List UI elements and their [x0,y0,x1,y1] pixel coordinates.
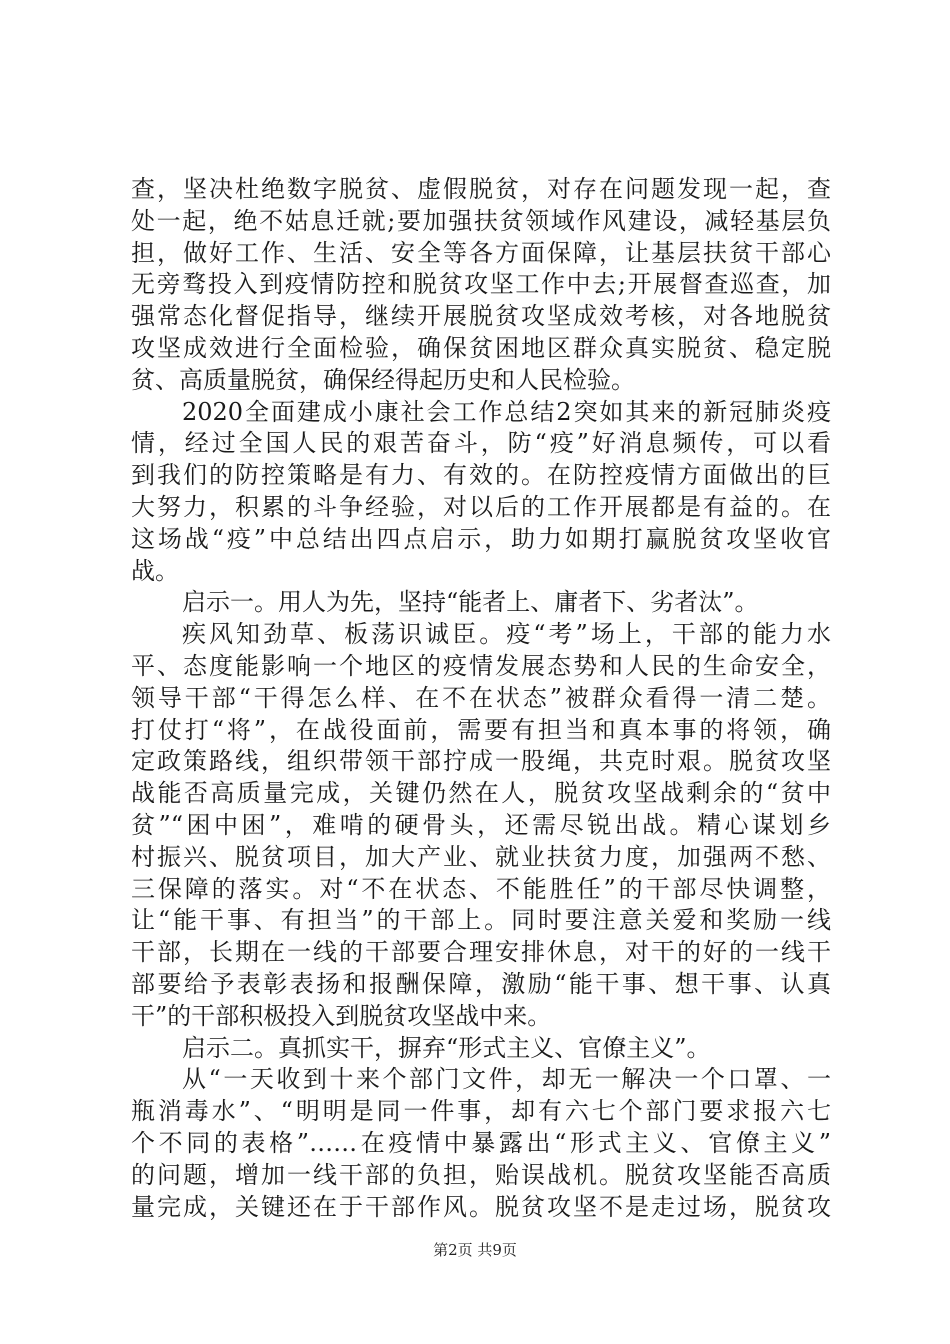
text-line: 战。 [131,556,179,585]
text-line: 大努力，积累的斗争经验，对以后的工作开展都是有益的。在 [131,492,831,521]
text-line: 贫”“困中困”，难啃的硬骨头，还需尽锐出战。精心谋划乡 [131,810,831,839]
text-line: 个不同的表格”……在疫情中暴露出“形式主义、官僚主义” [131,1128,831,1157]
text-line: 战能否高质量完成，关键仍然在人，脱贫攻坚战剩余的“贫中 [131,779,831,808]
text-line: 启示二。真抓实干，摒弃“形式主义、官僚主义”。 [182,1033,711,1062]
text-line: 三保障的落实。对“不在状态、不能胜任”的干部尽快调整， [131,874,831,903]
body-text [131,174,831,1223]
text-line: 强常态化督促指导，继续开展脱贫攻坚成效考核，对各地脱贫 [131,302,831,331]
text-line: 贫、高质量脱贫，确保经得起历史和人民检验。 [131,365,635,394]
text-line: 担，做好工作、生活、安全等各方面保障，让基层扶贫干部心 [131,238,831,267]
text-line: 从“一天收到十来个部门文件，却无一解决一个口罩、一 [182,1065,831,1094]
text-line: 疾风知劲草、板荡识诚臣。疫“考”场上，干部的能力水 [182,620,831,649]
text-line: 村振兴、脱贫项目，加大产业、就业扶贫力度，加强两不愁、 [131,842,831,871]
text-line: 领导干部“干得怎么样、在不在状态”被群众看得一清二楚。 [131,683,831,712]
text-line: 部要给予表彰表扬和报酬保障，激励“能干事、想干事、认真 [131,969,831,998]
text-line: 攻坚成效进行全面检验，确保贫困地区群众真实脱贫、稳定脱 [131,333,831,362]
text-line: 处一起，绝不姑息迁就;要加强扶贫领域作风建设，减轻基层负 [131,206,831,235]
text-line: 的问题，增加一线干部的负担，贻误战机。脱贫攻坚能否高质 [131,1160,831,1189]
text-line: 定政策路线，组织带领干部拧成一股绳，共克时艰。脱贫攻坚 [131,747,831,776]
text-line: 干部，长期在一线的干部要合理安排休息，对干的好的一线干 [131,938,831,967]
text-line: 到我们的防控策略是有力、有效的。在防控疫情方面做出的巨 [131,461,831,490]
text-line: 情，经过全国人民的艰苦奋斗，防“疫”好消息频传，可以看 [131,429,831,458]
text-line: 2020全面建成小康社会工作总结2突如其来的新冠肺炎疫 [182,397,831,426]
text-line: 量完成，关键还在于干部作风。脱贫攻坚不是走过场，脱贫攻 [131,1192,831,1221]
text-line: 无旁骛投入到疫情防控和脱贫攻坚工作中去;开展督查巡查，加 [131,270,831,299]
text-line: 瓶消毒水”、“明明是同一件事，却有六七个部门要求报六七 [131,1097,831,1126]
text-line: 启示一。用人为先，坚持“能者上、庸者下、劣者汰”。 [182,588,759,617]
text-line: 这场战“疫”中总结出四点启示，助力如期打赢脱贫攻坚收官 [131,524,831,553]
text-line: 平、态度能影响一个地区的疫情发展态势和人民的生命安全， [131,651,831,680]
text-line: 打仗打“将”，在战役面前，需要有担当和真本事的将领，确 [131,715,831,744]
text-line: 让“能干事、有担当”的干部上。同时要注意关爱和奖励一线 [131,906,831,935]
page-footer: 第2页 共9页 [433,1241,517,1259]
text-line: 干”的干部积极投入到脱贫攻坚战中来。 [131,1001,552,1030]
text-line: 查，坚决杜绝数字脱贫、虚假脱贫，对存在问题发现一起，查 [131,175,831,203]
